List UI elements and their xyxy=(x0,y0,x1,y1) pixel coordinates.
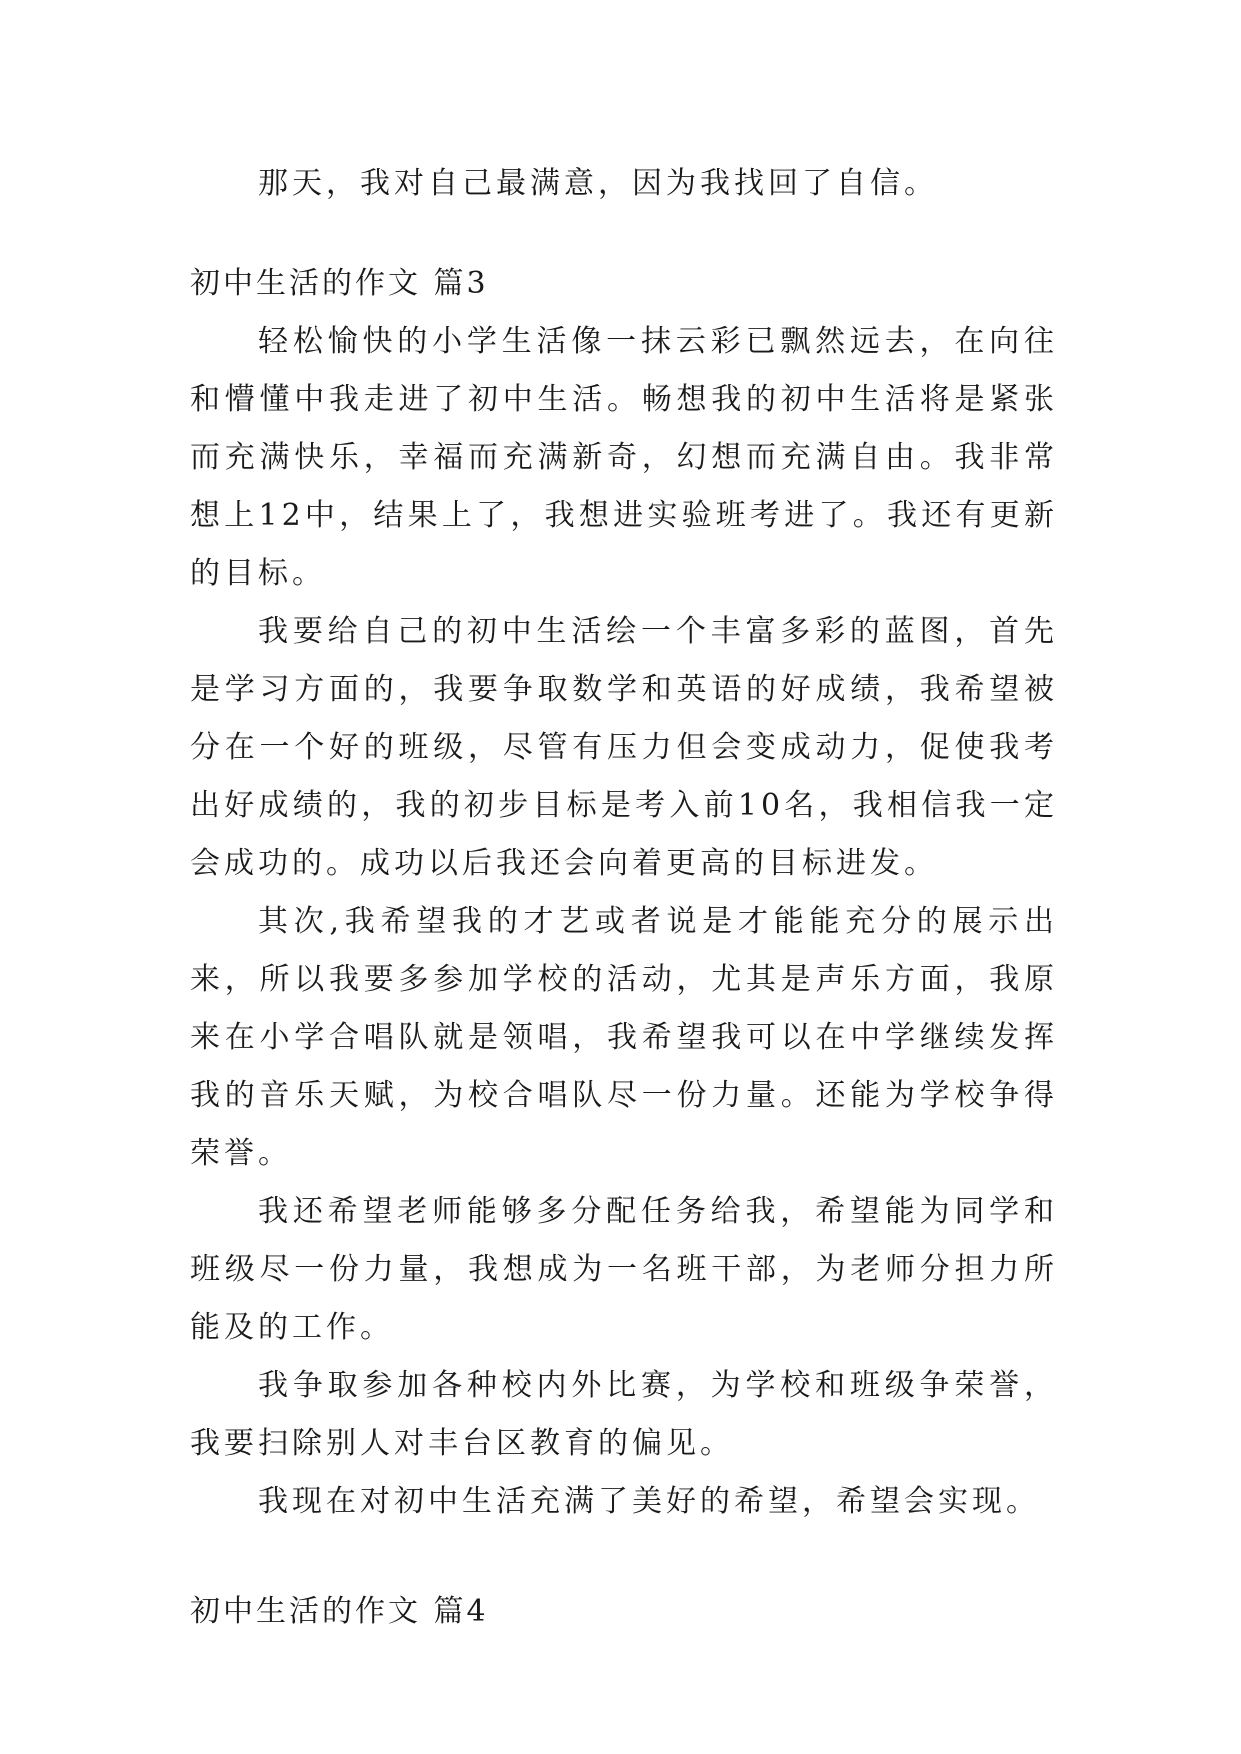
section-4-title: 初中生活的作文 篇4 xyxy=(190,1594,489,1629)
document-body xyxy=(190,155,1058,1641)
section-3-paragraph-6: 我现在对初中生活充满了美好的希望，希望会实现。 xyxy=(258,1484,1040,1519)
spacer xyxy=(190,1531,1058,1583)
section-3-paragraph-3: 其次,我希望我的才艺或者说是才能能充分的展示出来，所以我要多参加学校的活动，尤其是声乐方面，我原来在小学合唱队就是领唱，我希望我可以在中学继续发挥我的音乐天赋，为校合唱队尽一份力量。还能为学校争得荣誉。 xyxy=(190,904,1058,1171)
section-3-paragraph-4: 我还希望老师能够多分配任务给我，希望能为同学和班级尽一份力量，我想成为一名班干部，为老师分担力所能及的工作。 xyxy=(190,1194,1058,1345)
section-3-paragraph-5: 我争取参加各种校内外比赛，为学校和班级争荣誉，我要扫除别人对丰台区教育的偏见。 xyxy=(190,1368,1058,1461)
opening-line: 那天，我对自己最满意，因为我找回了自信。 xyxy=(258,166,938,201)
section-3-paragraph-1: 轻松愉快的小学生活像一抹云彩已飘然远去，在向往和懵懂中我走进了初中生活。畅想我的初中生活将是紧张而充满快乐，幸福而充满新奇，幻想而充满自由。我非常想上12中，结果上了，我想进实验班考进了。我还有更新的目标。 xyxy=(190,324,1058,591)
section-3-paragraph-2: 我要给自己的初中生活绘一个丰富多彩的蓝图，首先是学习方面的，我要争取数学和英语的好成绩，我希望被分在一个好的班级，尽管有压力但会变成动力，促使我考出好成绩的，我的初步目标是考入前10名，我相信我一定会成功的。成功以后我还会向着更高的目标进发。 xyxy=(190,614,1058,881)
spacer xyxy=(190,213,1058,255)
section-3-title: 初中生活的作文 篇3 xyxy=(190,266,489,301)
